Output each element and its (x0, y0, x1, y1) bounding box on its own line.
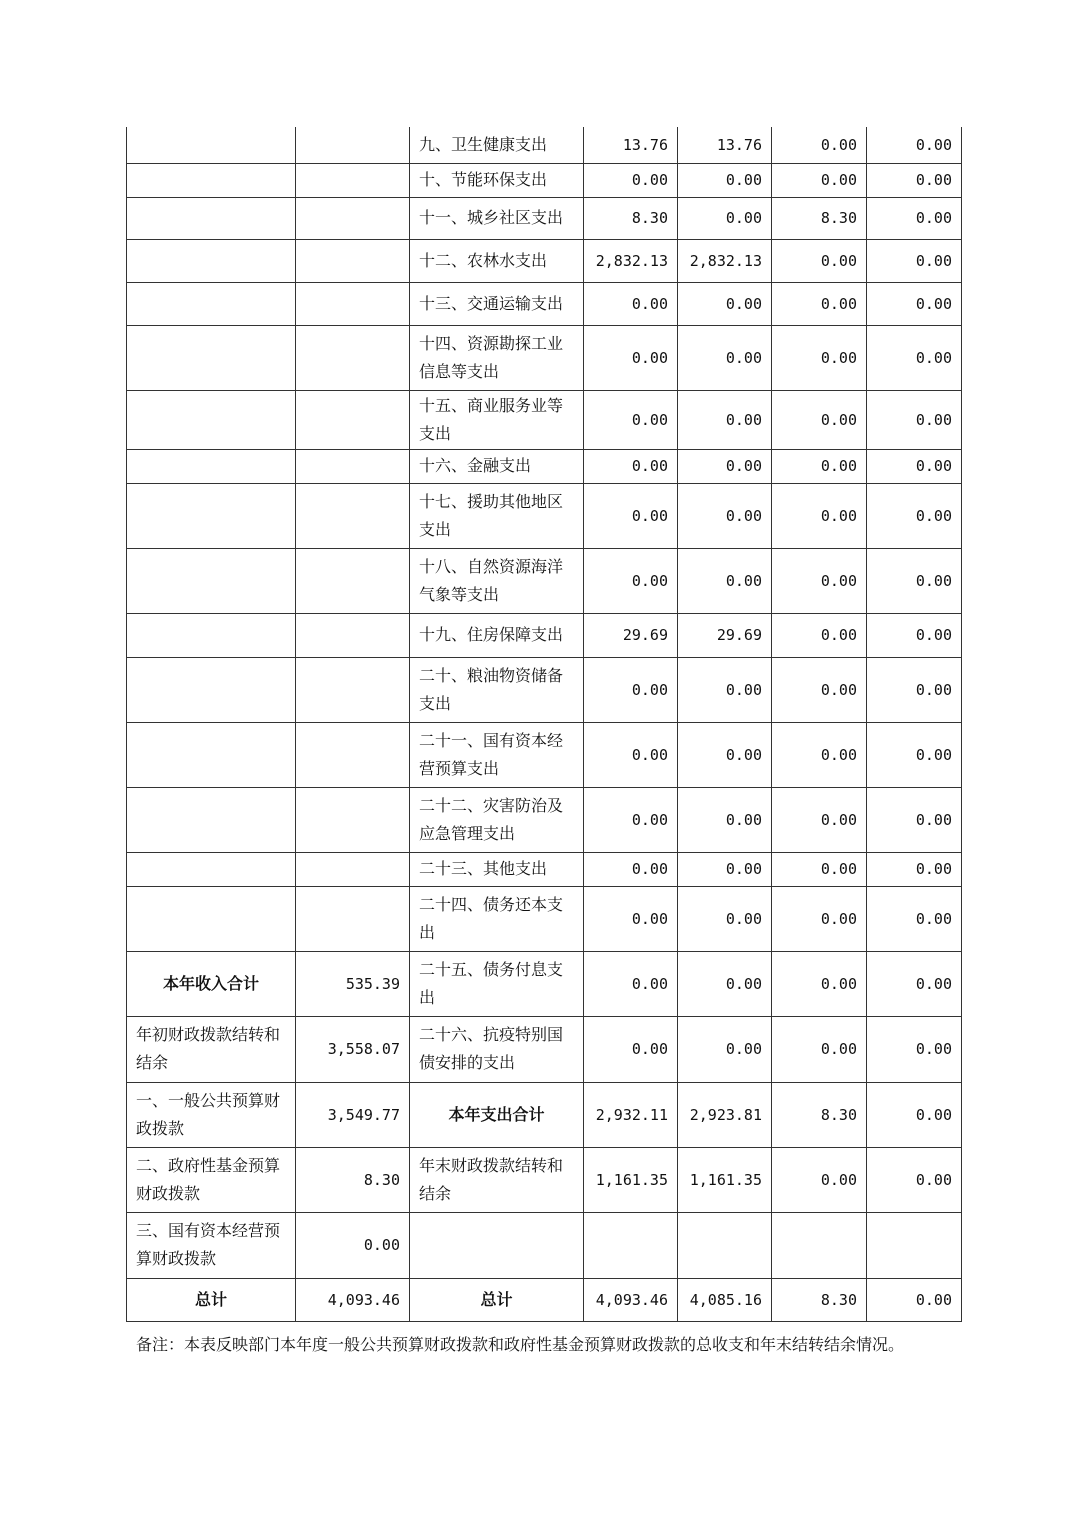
table-row (127, 325, 962, 390)
table-row (127, 886, 962, 951)
table-row (127, 1278, 962, 1321)
amount-cell: 0.00 (867, 239, 962, 282)
amount-cell: 1,161.35 (678, 1147, 772, 1212)
amount-cell: 29.69 (584, 613, 678, 657)
amount-cell: 0.00 (867, 787, 962, 852)
amount-cell: 0.00 (772, 1016, 867, 1082)
footnote: 备注：本表反映部门本年度一般公共预算财政拨款和政府性基金预算财政拨款的总收支和年末结转结余情况。 (136, 1335, 905, 1354)
amount-cell: 0.00 (678, 657, 772, 722)
item-cell: 十九、住房保障支出 (410, 613, 584, 657)
amount-cell: 0.00 (584, 951, 678, 1016)
amount-cell: 0.00 (584, 787, 678, 852)
amount-cell: 0.00 (867, 449, 962, 483)
item-cell: 十七、援助其他地区支出 (410, 483, 584, 548)
amount-cell: 0.00 (584, 390, 678, 449)
amount-cell: 0.00 (678, 390, 772, 449)
item-cell: 总计 (127, 1278, 296, 1321)
amount-cell: 2,832.13 (678, 239, 772, 282)
table-row (127, 787, 962, 852)
amount-cell: 0.00 (678, 282, 772, 325)
amount-cell: 0.00 (867, 722, 962, 787)
amount-cell: 4,085.16 (678, 1278, 772, 1321)
amount-cell: 0.00 (867, 483, 962, 548)
amount-cell (296, 886, 410, 951)
amount-cell: 0.00 (584, 163, 678, 197)
amount-cell: 0.00 (678, 483, 772, 548)
amount-cell: 0.00 (678, 722, 772, 787)
amount-cell: 0.00 (678, 852, 772, 886)
item-cell: 年末财政拨款结转和结余 (410, 1147, 584, 1212)
amount-cell: 29.69 (678, 613, 772, 657)
item-cell: 总计 (410, 1278, 584, 1321)
amount-cell: 0.00 (772, 852, 867, 886)
item-cell (127, 239, 296, 282)
amount-cell: 0.00 (867, 951, 962, 1016)
amount-cell: 0.00 (678, 197, 772, 239)
table-row (127, 1212, 962, 1278)
amount-cell (296, 197, 410, 239)
amount-cell: 4,093.46 (296, 1278, 410, 1321)
amount-cell (296, 787, 410, 852)
amount-cell: 0.00 (867, 282, 962, 325)
amount-cell (867, 1212, 962, 1278)
amount-cell: 1,161.35 (584, 1147, 678, 1212)
amount-cell: 8.30 (772, 1278, 867, 1321)
item-cell: 二十一、国有资本经营预算支出 (410, 722, 584, 787)
item-cell: 九、卫生健康支出 (410, 127, 584, 163)
amount-cell: 0.00 (867, 127, 962, 163)
table-row (127, 282, 962, 325)
amount-cell: 0.00 (772, 657, 867, 722)
amount-cell: 8.30 (772, 197, 867, 239)
amount-cell: 0.00 (867, 390, 962, 449)
item-cell (127, 325, 296, 390)
amount-cell (296, 325, 410, 390)
item-cell (127, 163, 296, 197)
amount-cell: 0.00 (772, 613, 867, 657)
item-cell (127, 483, 296, 548)
amount-cell (296, 127, 410, 163)
item-cell: 二、政府性基金预算财政拨款 (127, 1147, 296, 1212)
item-cell (127, 722, 296, 787)
amount-cell: 13.76 (678, 127, 772, 163)
item-cell: 十一、城乡社区支出 (410, 197, 584, 239)
item-cell: 一、一般公共预算财政拨款 (127, 1082, 296, 1147)
table-row (127, 483, 962, 548)
item-cell: 十三、交通运输支出 (410, 282, 584, 325)
table-row (127, 239, 962, 282)
item-cell (127, 197, 296, 239)
table-row (127, 657, 962, 722)
table-row (127, 1147, 962, 1212)
amount-cell: 0.00 (867, 613, 962, 657)
amount-cell: 2,932.11 (584, 1082, 678, 1147)
item-cell (127, 886, 296, 951)
amount-cell: 0.00 (772, 787, 867, 852)
amount-cell (296, 163, 410, 197)
table-row (127, 1016, 962, 1082)
amount-cell: 0.00 (584, 548, 678, 613)
table-row (127, 951, 962, 1016)
amount-cell: 0.00 (867, 1016, 962, 1082)
amount-cell: 2,832.13 (584, 239, 678, 282)
amount-cell: 4,093.46 (584, 1278, 678, 1321)
amount-cell (584, 1212, 678, 1278)
item-cell: 十四、资源勘探工业信息等支出 (410, 325, 584, 390)
item-cell (127, 787, 296, 852)
amount-cell (296, 548, 410, 613)
amount-cell (296, 722, 410, 787)
item-cell: 本年收入合计 (127, 951, 296, 1016)
amount-cell: 0.00 (584, 483, 678, 548)
amount-cell: 0.00 (772, 548, 867, 613)
amount-cell: 0.00 (772, 449, 867, 483)
item-cell: 本年支出合计 (410, 1082, 584, 1147)
amount-cell: 0.00 (678, 548, 772, 613)
amount-cell (296, 390, 410, 449)
table-row (127, 1082, 962, 1147)
item-cell (127, 282, 296, 325)
table-row (127, 613, 962, 657)
amount-cell: 0.00 (772, 127, 867, 163)
amount-cell (296, 282, 410, 325)
amount-cell (296, 483, 410, 548)
amount-cell (296, 852, 410, 886)
item-cell: 二十四、债务还本支出 (410, 886, 584, 951)
amount-cell: 0.00 (867, 852, 962, 886)
amount-cell: 0.00 (772, 722, 867, 787)
table-row (127, 548, 962, 613)
amount-cell: 0.00 (296, 1212, 410, 1278)
amount-cell: 2,923.81 (678, 1082, 772, 1147)
amount-cell: 0.00 (867, 1082, 962, 1147)
item-cell: 二十六、抗疫特别国债安排的支出 (410, 1016, 584, 1082)
item-cell: 三、国有资本经营预算财政拨款 (127, 1212, 296, 1278)
table-row (127, 722, 962, 787)
table-row (127, 127, 962, 163)
amount-cell: 0.00 (772, 390, 867, 449)
item-cell: 十二、农林水支出 (410, 239, 584, 282)
amount-cell: 535.39 (296, 951, 410, 1016)
amount-cell: 0.00 (867, 1147, 962, 1212)
amount-cell: 0.00 (772, 886, 867, 951)
amount-cell: 0.00 (772, 483, 867, 548)
table-row (127, 197, 962, 239)
amount-cell: 0.00 (867, 197, 962, 239)
item-cell (127, 127, 296, 163)
table-body (127, 127, 962, 1321)
item-cell: 十八、自然资源海洋气象等支出 (410, 548, 584, 613)
table-row (127, 163, 962, 197)
item-cell: 二十五、债务付息支出 (410, 951, 584, 1016)
item-cell: 年初财政拨款结转和结余 (127, 1016, 296, 1082)
item-cell (127, 613, 296, 657)
amount-cell: 8.30 (772, 1082, 867, 1147)
amount-cell: 0.00 (772, 282, 867, 325)
amount-cell: 0.00 (584, 657, 678, 722)
item-cell: 二十、粮油物资储备支出 (410, 657, 584, 722)
table-row (127, 852, 962, 886)
amount-cell: 0.00 (584, 282, 678, 325)
amount-cell: 0.00 (584, 886, 678, 951)
amount-cell: 0.00 (867, 548, 962, 613)
item-cell (127, 657, 296, 722)
amount-cell: 0.00 (867, 1278, 962, 1321)
amount-cell: 0.00 (772, 239, 867, 282)
amount-cell (678, 1212, 772, 1278)
table-row (127, 449, 962, 483)
amount-cell: 0.00 (584, 852, 678, 886)
amount-cell: 0.00 (584, 722, 678, 787)
amount-cell: 8.30 (296, 1147, 410, 1212)
amount-cell: 0.00 (584, 325, 678, 390)
amount-cell (296, 449, 410, 483)
amount-cell: 0.00 (772, 325, 867, 390)
amount-cell: 3,549.77 (296, 1082, 410, 1147)
item-cell: 十、节能环保支出 (410, 163, 584, 197)
amount-cell (296, 239, 410, 282)
amount-cell: 0.00 (678, 163, 772, 197)
amount-cell: 0.00 (772, 951, 867, 1016)
item-cell (127, 548, 296, 613)
item-cell (127, 852, 296, 886)
budget-table (126, 127, 962, 1322)
amount-cell (296, 613, 410, 657)
amount-cell: 0.00 (678, 449, 772, 483)
amount-cell: 0.00 (678, 951, 772, 1016)
item-cell: 二十二、灾害防治及应急管理支出 (410, 787, 584, 852)
amount-cell: 0.00 (678, 1016, 772, 1082)
amount-cell: 3,558.07 (296, 1016, 410, 1082)
item-cell (127, 390, 296, 449)
item-cell (410, 1212, 584, 1278)
amount-cell: 0.00 (678, 325, 772, 390)
amount-cell: 0.00 (867, 163, 962, 197)
amount-cell: 0.00 (584, 1016, 678, 1082)
amount-cell: 0.00 (867, 325, 962, 390)
amount-cell: 0.00 (867, 886, 962, 951)
amount-cell: 8.30 (584, 197, 678, 239)
amount-cell: 0.00 (584, 449, 678, 483)
amount-cell (296, 657, 410, 722)
item-cell: 二十三、其他支出 (410, 852, 584, 886)
amount-cell (772, 1212, 867, 1278)
table-row (127, 390, 962, 449)
amount-cell: 13.76 (584, 127, 678, 163)
amount-cell: 0.00 (678, 787, 772, 852)
item-cell (127, 449, 296, 483)
item-cell: 十五、商业服务业等支出 (410, 390, 584, 449)
amount-cell: 0.00 (867, 657, 962, 722)
amount-cell: 0.00 (772, 163, 867, 197)
amount-cell: 0.00 (772, 1147, 867, 1212)
item-cell: 十六、金融支出 (410, 449, 584, 483)
amount-cell: 0.00 (678, 886, 772, 951)
